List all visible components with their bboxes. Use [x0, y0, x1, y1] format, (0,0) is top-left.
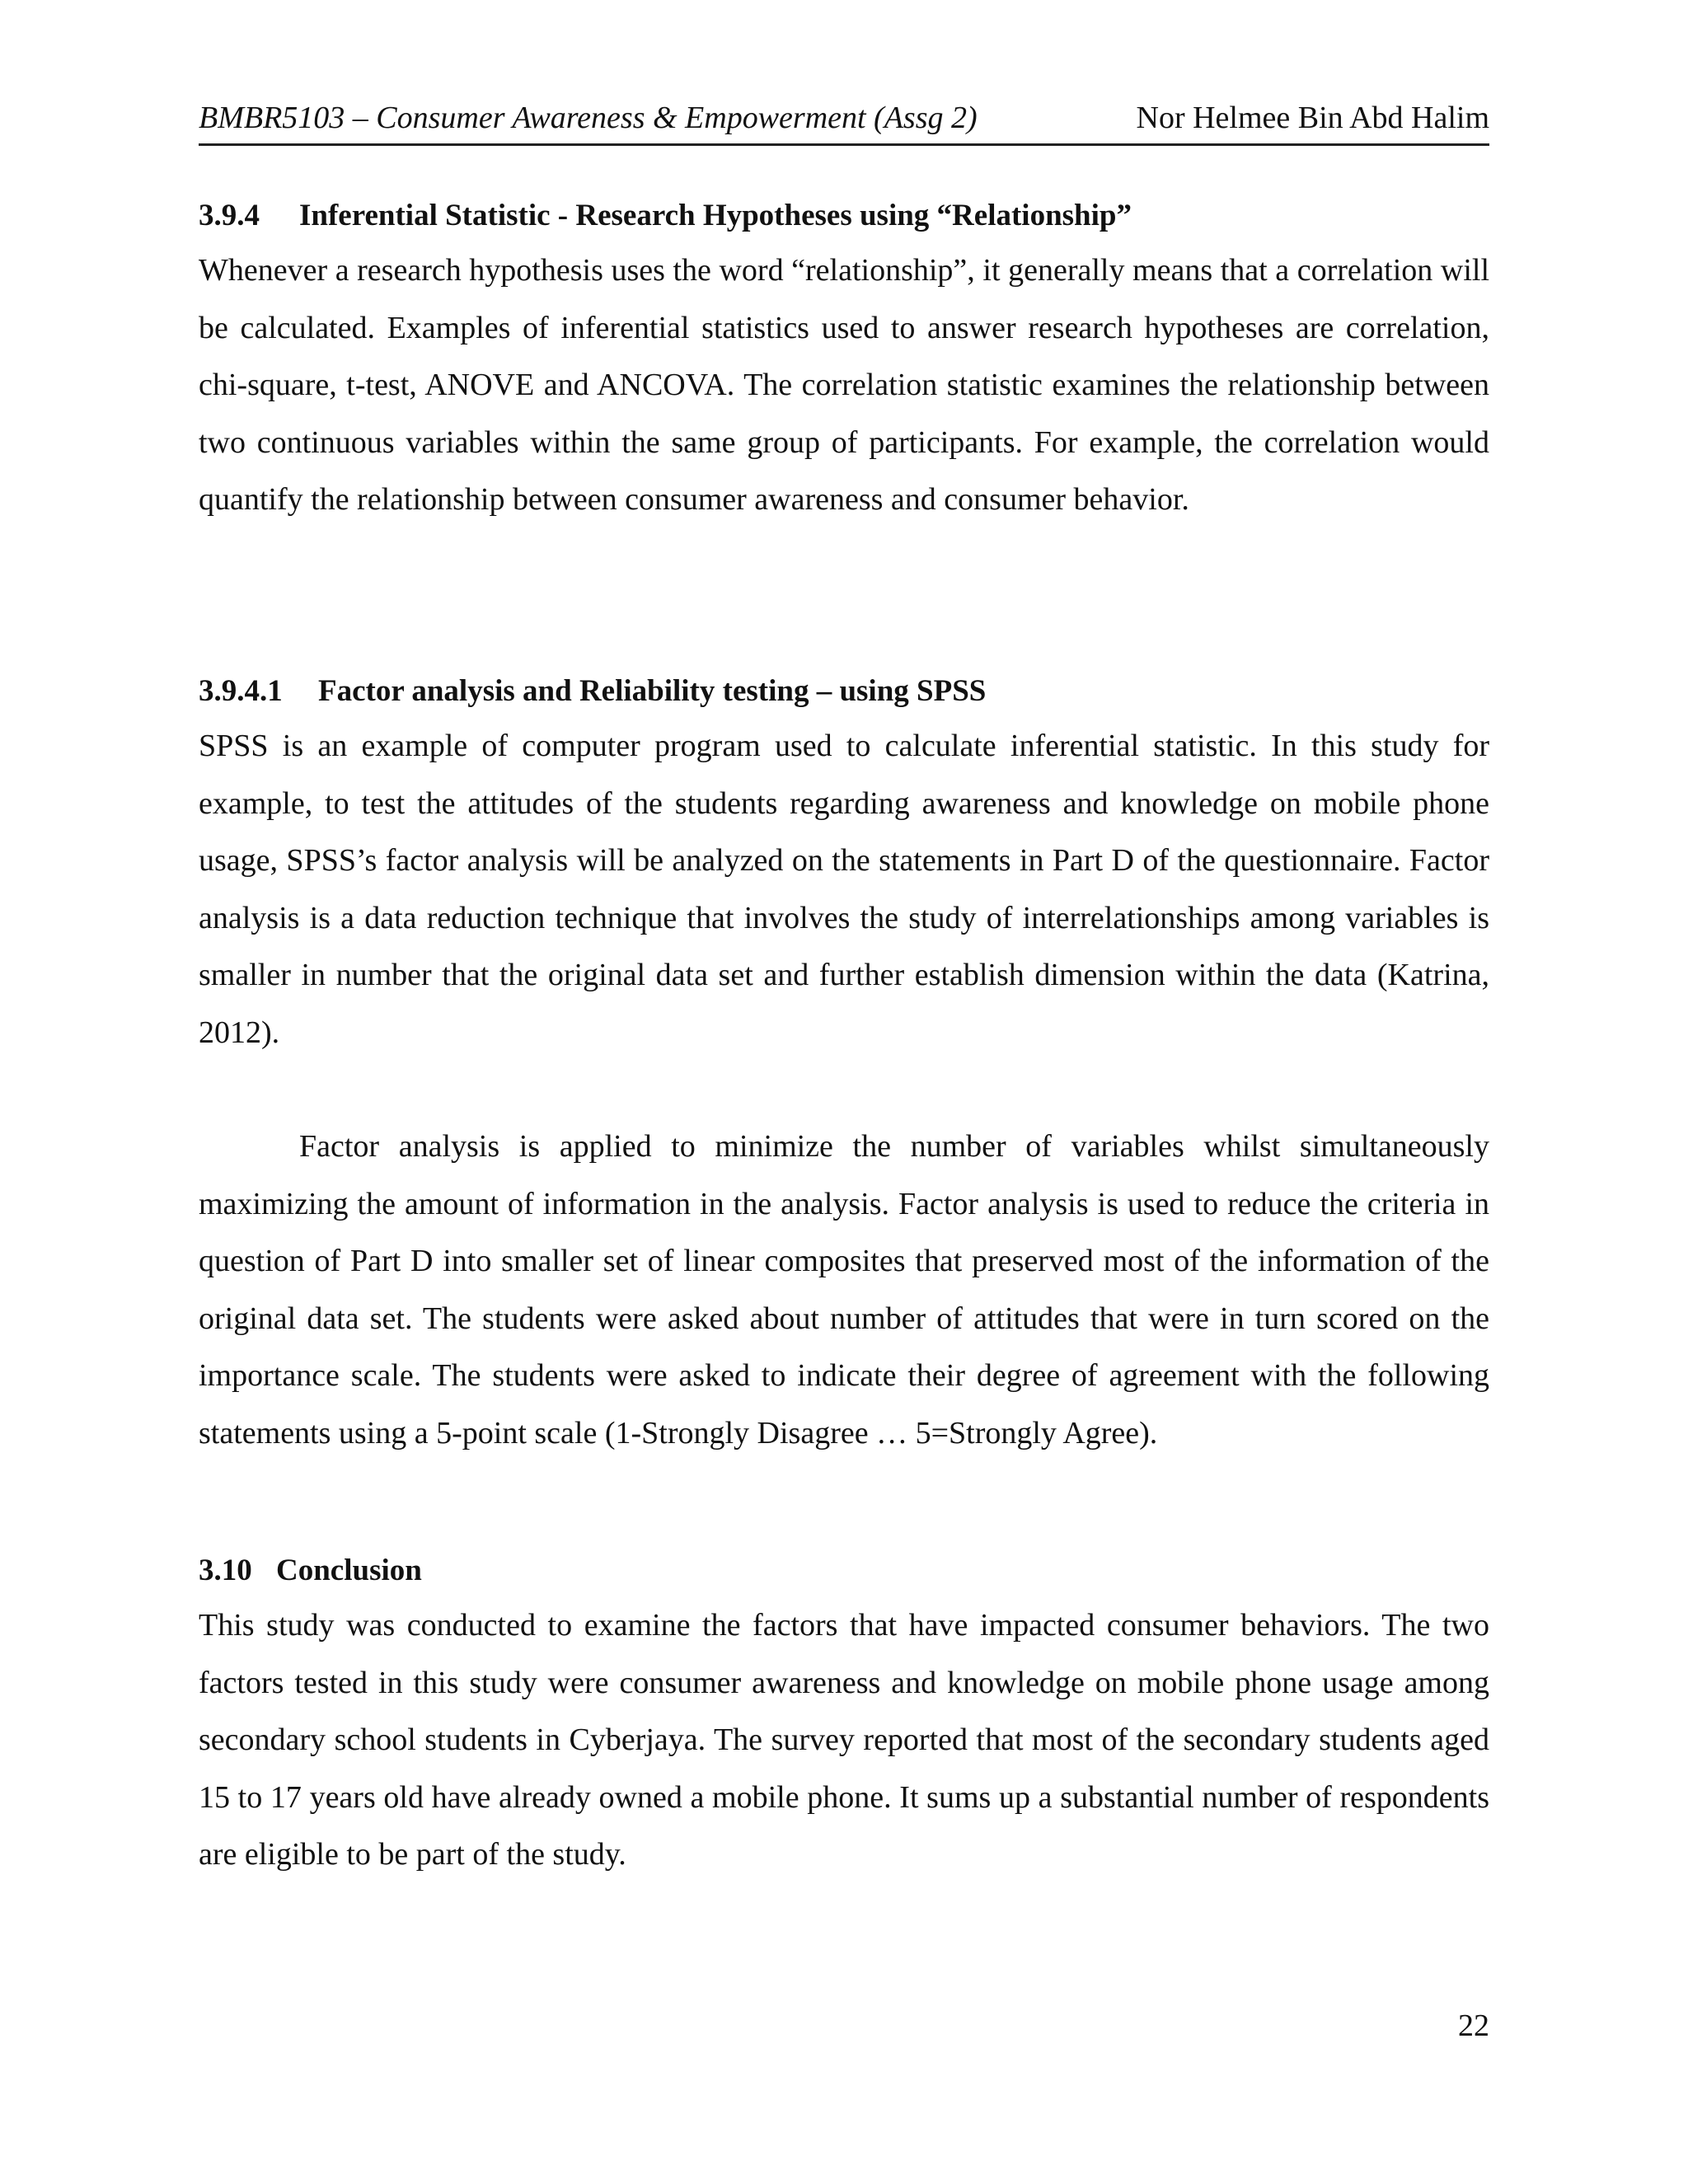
paragraph-spss-factor-analysis: SPSS is an example of computer program used to calculate inferential statistic. In this study for example, to test the attitudes of the students regarding awareness and knowledge on mobile phone usage, SPSS’s factor analysis will be analyzed on the statements in Part D of the questionnaire. Factor analysis is a data reduction technique that involves the study of interrelationships among variables is smaller in number that the original data set and further establish dimension within the data (Katrina, 2012).	[199, 729, 1489, 1050]
header-course-title: BMBR5103 – Consumer Awareness & Empowerment (Assg 2)	[199, 101, 978, 135]
running-header	[199, 92, 1489, 146]
section-heading-3-9-4-1	[199, 670, 986, 713]
section-title: Conclusion	[276, 1554, 422, 1587]
paragraph-factor-analysis-applied: Factor analysis is applied to minimize the number of variables whilst simultaneously maximizing the amount of information in the analysis. Factor analysis is used to reduce the criteria in question of Part D into smaller set of linear composites that preserved most of the information of the original data set. The students were asked about number of attitudes that were in turn scored on the importance scale. The students were asked to indicate their degree of agreement with the following statements using a 5-point scale (1-Strongly Disagree … 5=Strongly Agree).	[199, 1129, 1489, 1451]
section-title: Factor analysis and Reliability testing – using SPSS	[318, 674, 987, 708]
section-title: Inferential Statistic - Research Hypotheses using “Relationship”	[299, 199, 1132, 232]
page-number: 22	[1458, 2008, 1489, 2043]
section-heading-3-10	[199, 1549, 422, 1592]
section-heading-3-9-4	[199, 194, 1132, 237]
paragraph-relationship-hypotheses: Whenever a research hypothesis uses the word “relationship”, it generally means that a correlation will be calculated. Examples of inferential statistics used to answer research hypotheses are correlation, chi-square, t-test, ANOVE and ANCOVA. The correlation statistic examines the relationship between two continuous variables within the same group of participants. For example, the correlation would quantify the relationship between consumer awareness and consumer behavior.	[199, 253, 1489, 517]
section-number: 3.9.4	[199, 199, 260, 232]
section-number: 3.9.4.1	[199, 674, 283, 708]
paragraph-conclusion: This study was conducted to examine the factors that have impacted consumer behaviors. The two factors tested in this study were consumer awareness and knowledge on mobile phone usage among secondary school students in Cyberjaya. The survey reported that most of the secondary students aged 15 to 17 years old have already owned a mobile phone. It sums up a substantial number of respondents are eligible to be part of the study.	[199, 1608, 1489, 1872]
section-number: 3.10	[199, 1554, 252, 1587]
header-author-name: Nor Helmee Bin Abd Halim	[1136, 101, 1489, 135]
